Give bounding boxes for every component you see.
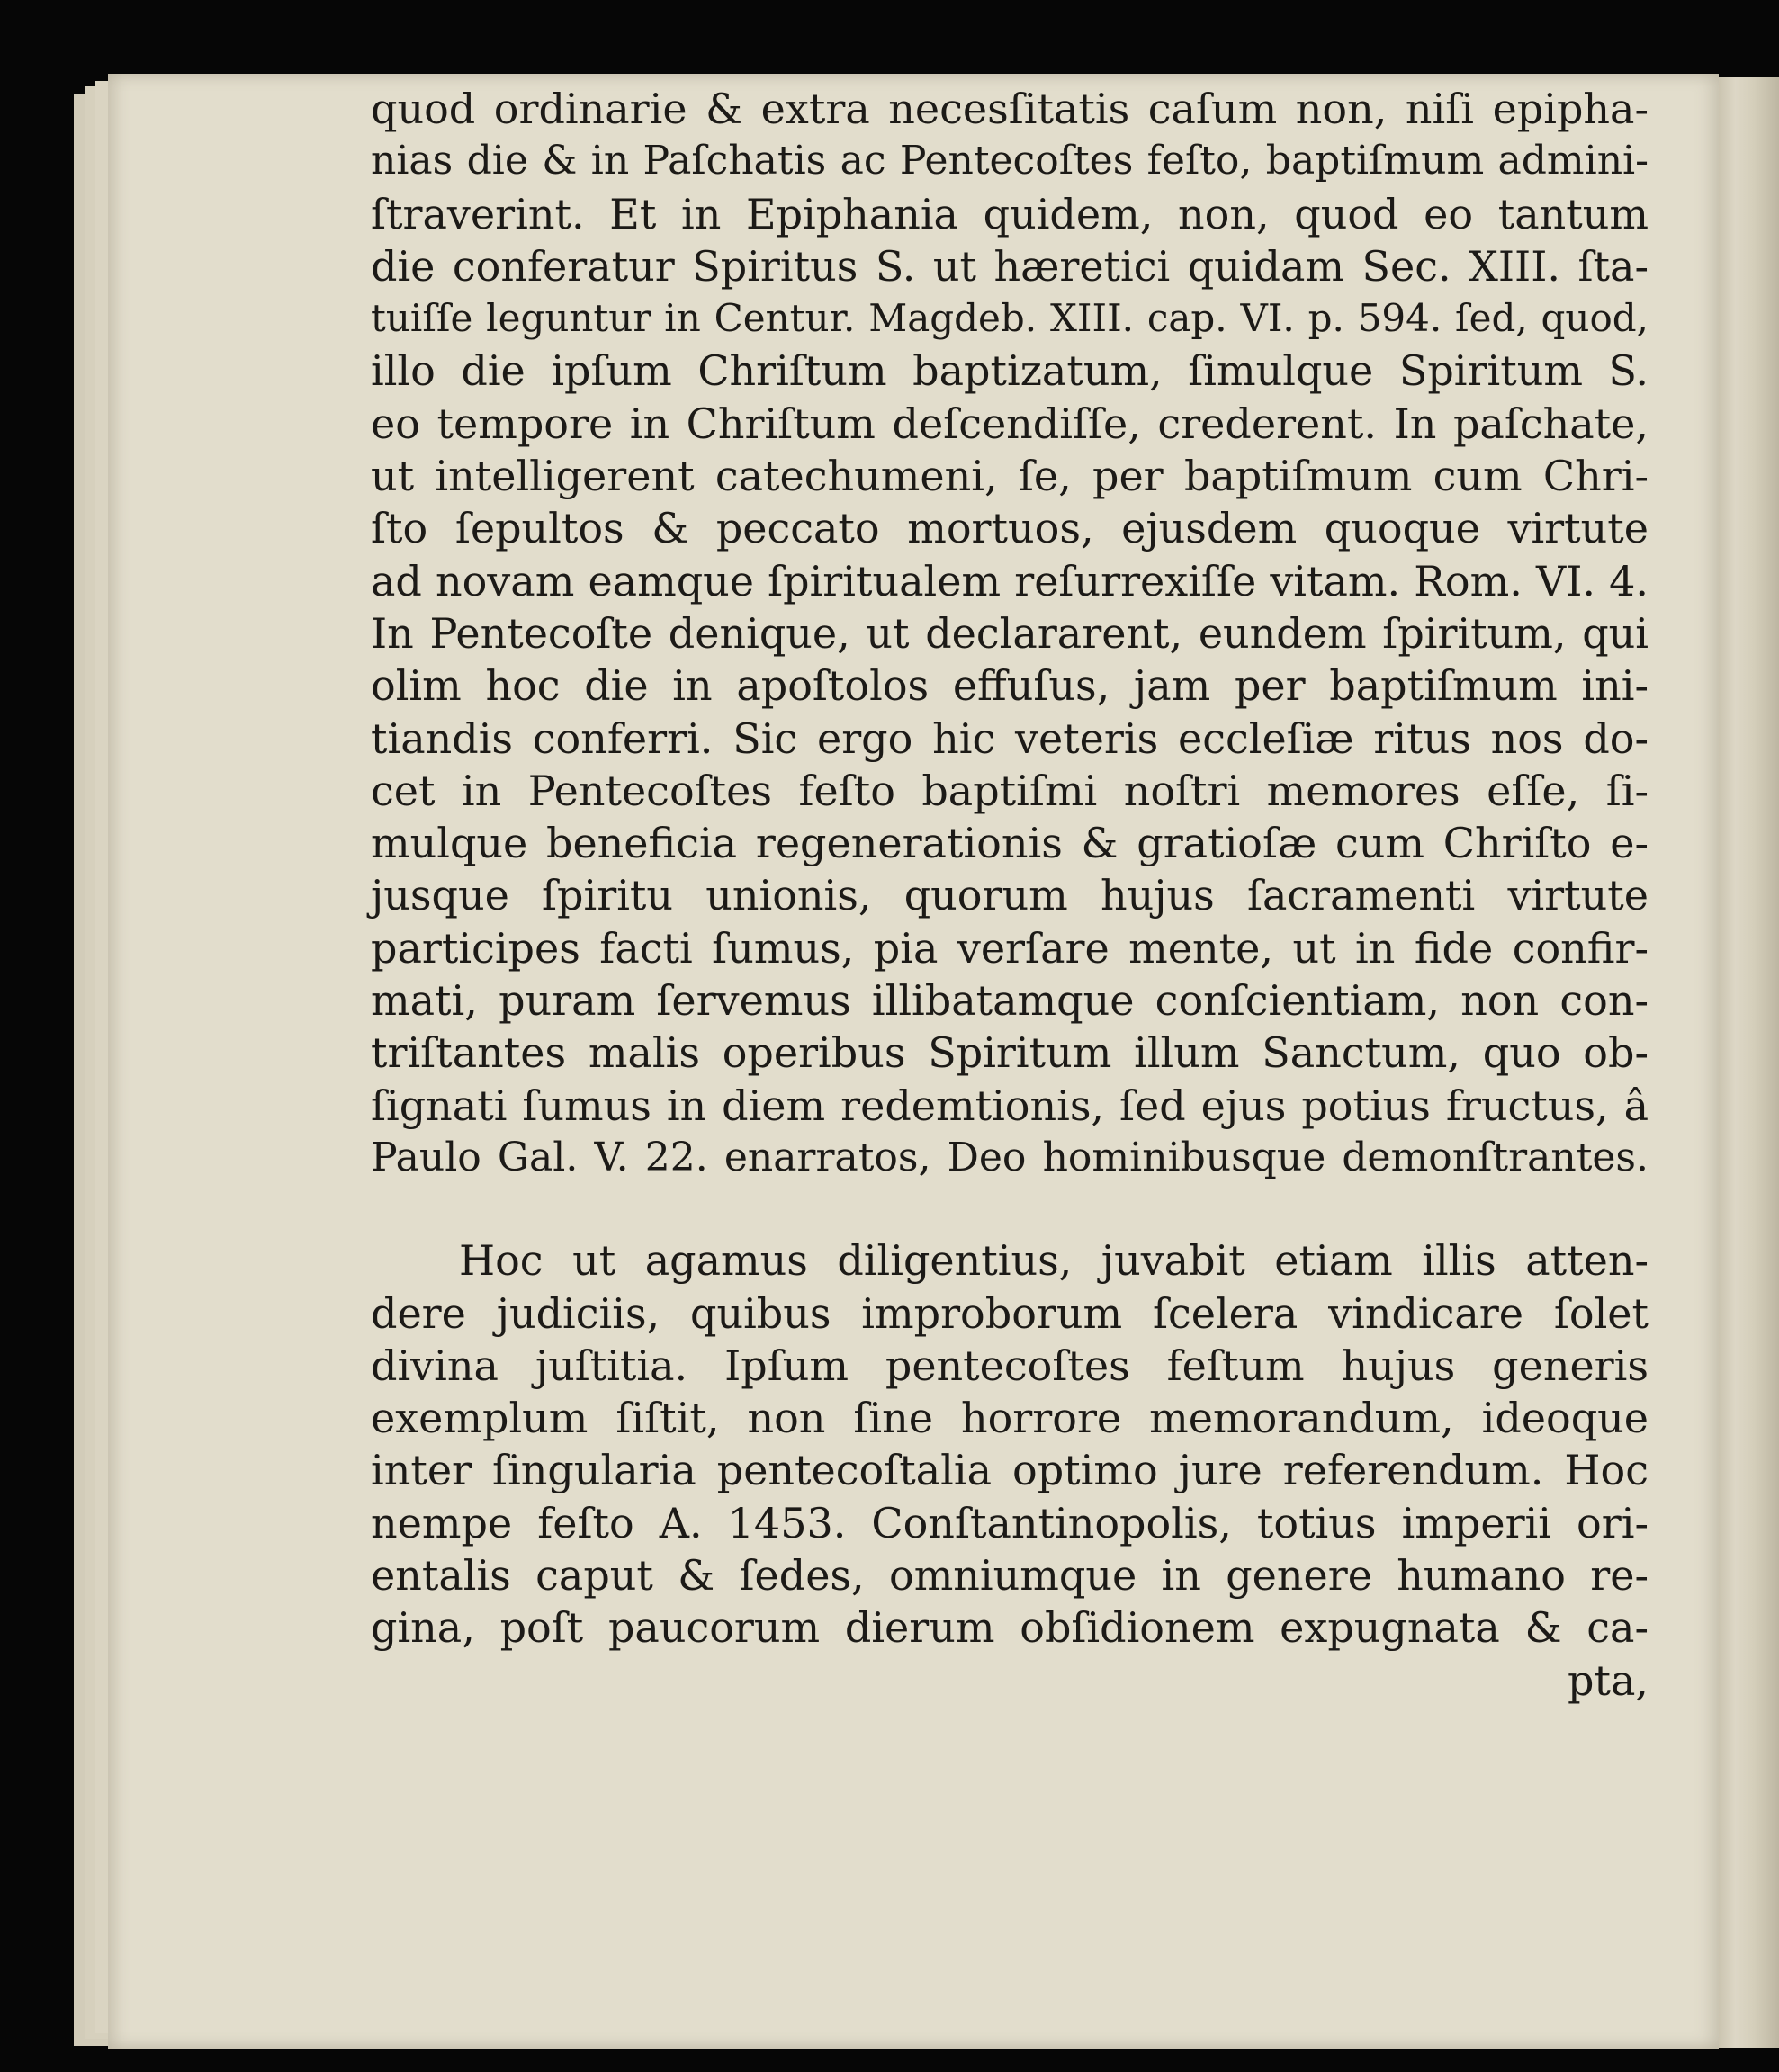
text-line: exemplum ſiſtit, non ſine horrore memorandum, ideoque [371, 1394, 1649, 1443]
catchword: pta, [1568, 1655, 1649, 1705]
text-line: nempe feſto A. 1453. Conſtantinopolis, totius imperii ori- [371, 1498, 1649, 1547]
text-line: jusque ſpiritu unionis, quorum hujus ſacramenti virtute [371, 871, 1649, 920]
text-line: ut intelligerent catechumeni, ſe, per baptiſmum cum Chri- [371, 452, 1649, 501]
text-line: mulque beneficia regenerationis & gratioſæ cum Chriſto e- [371, 819, 1649, 868]
text-line: nias die & in Paſchatis ac Pentecoſtes feſto, baptiſmum admini- [371, 138, 1649, 184]
text-line: Hoc ut agamus diligentius, juvabit etiam illis atten- [459, 1236, 1649, 1286]
text-line: die conferatur Spiritus S. ut hæretici quidam Sec. XIII. ſta- [371, 241, 1649, 291]
text-line: entalis caput & ſedes, omniumque in genere humano re- [371, 1551, 1649, 1601]
text-line: triſtantes malis operibus Spiritum illum Sanctum, quo ob- [371, 1028, 1649, 1078]
text-block [371, 83, 1649, 1707]
text-line: ſtraverint. Et in Epiphania quidem, non, quod eo tantum [371, 189, 1649, 238]
text-line: divina juſtitia. Ipſum pentecoſtes feſtum hujus generis [371, 1341, 1649, 1390]
text-line: tiandis conferri. Sic ergo hic veteris eccleſiæ ritus nos do- [371, 713, 1649, 763]
text-line: eo tempore in Chriſtum deſcendiſſe, crederent. In paſchate, [371, 399, 1649, 448]
text-line: ad novam eamque ſpiritualem reſurrexiſſe vitam. Rom. VI. 4. [371, 556, 1649, 605]
text-line: gina, poſt paucorum dierum obſidionem expugnata & ca- [371, 1603, 1649, 1653]
text-line: ſignati ſumus in diem redemtionis, ſed ejus potius fructus, â [371, 1081, 1649, 1130]
facing-page-edge [1717, 77, 1779, 2048]
text-line: dere judiciis, quibus improborum ſcelera vindicare ſolet [371, 1288, 1649, 1338]
text-line: ſto ſepultos & peccato mortuos, ejusdem quoque virtute [371, 504, 1649, 553]
text-line: participes facti ſumus, pia verſare mente, ut in fide confir- [371, 923, 1649, 973]
text-line: Paulo Gal. V. 22. enarratos, Deo hominibusque demonſtrantes. [371, 1134, 1649, 1180]
text-line: In Pentecoſte denique, ut declararent, eundem ſpiritum, qui [371, 608, 1649, 658]
text-line: cet in Pentecoſtes feſto baptiſmi noſtri memores eſſe, ſi- [371, 766, 1649, 815]
text-line: illo die ipſum Chriſtum baptizatum, ſimulque Spiritum S. [371, 346, 1649, 396]
text-line: quod ordinarie & extra necesſitatis caſum non, niſi epipha- [371, 85, 1649, 133]
text-line: mati, puram ſervemus illibatamque conſcientiam, non con- [371, 976, 1649, 1026]
paragraph-gap [371, 1184, 1649, 1234]
paragraph-2 [371, 1234, 1649, 1654]
paragraph-1 [371, 83, 1649, 1184]
text-line: olim hoc die in apoſtolos effuſus, jam per baptiſmum ini- [371, 661, 1649, 711]
text-line: inter ſingularia pentecoſtalia optimo jure referendum. Hoc [371, 1446, 1649, 1495]
text-line: tuiſſe leguntur in Centur. Magdeb. XIII. cap. VI. p. 594. ſed, quod, [371, 296, 1649, 341]
